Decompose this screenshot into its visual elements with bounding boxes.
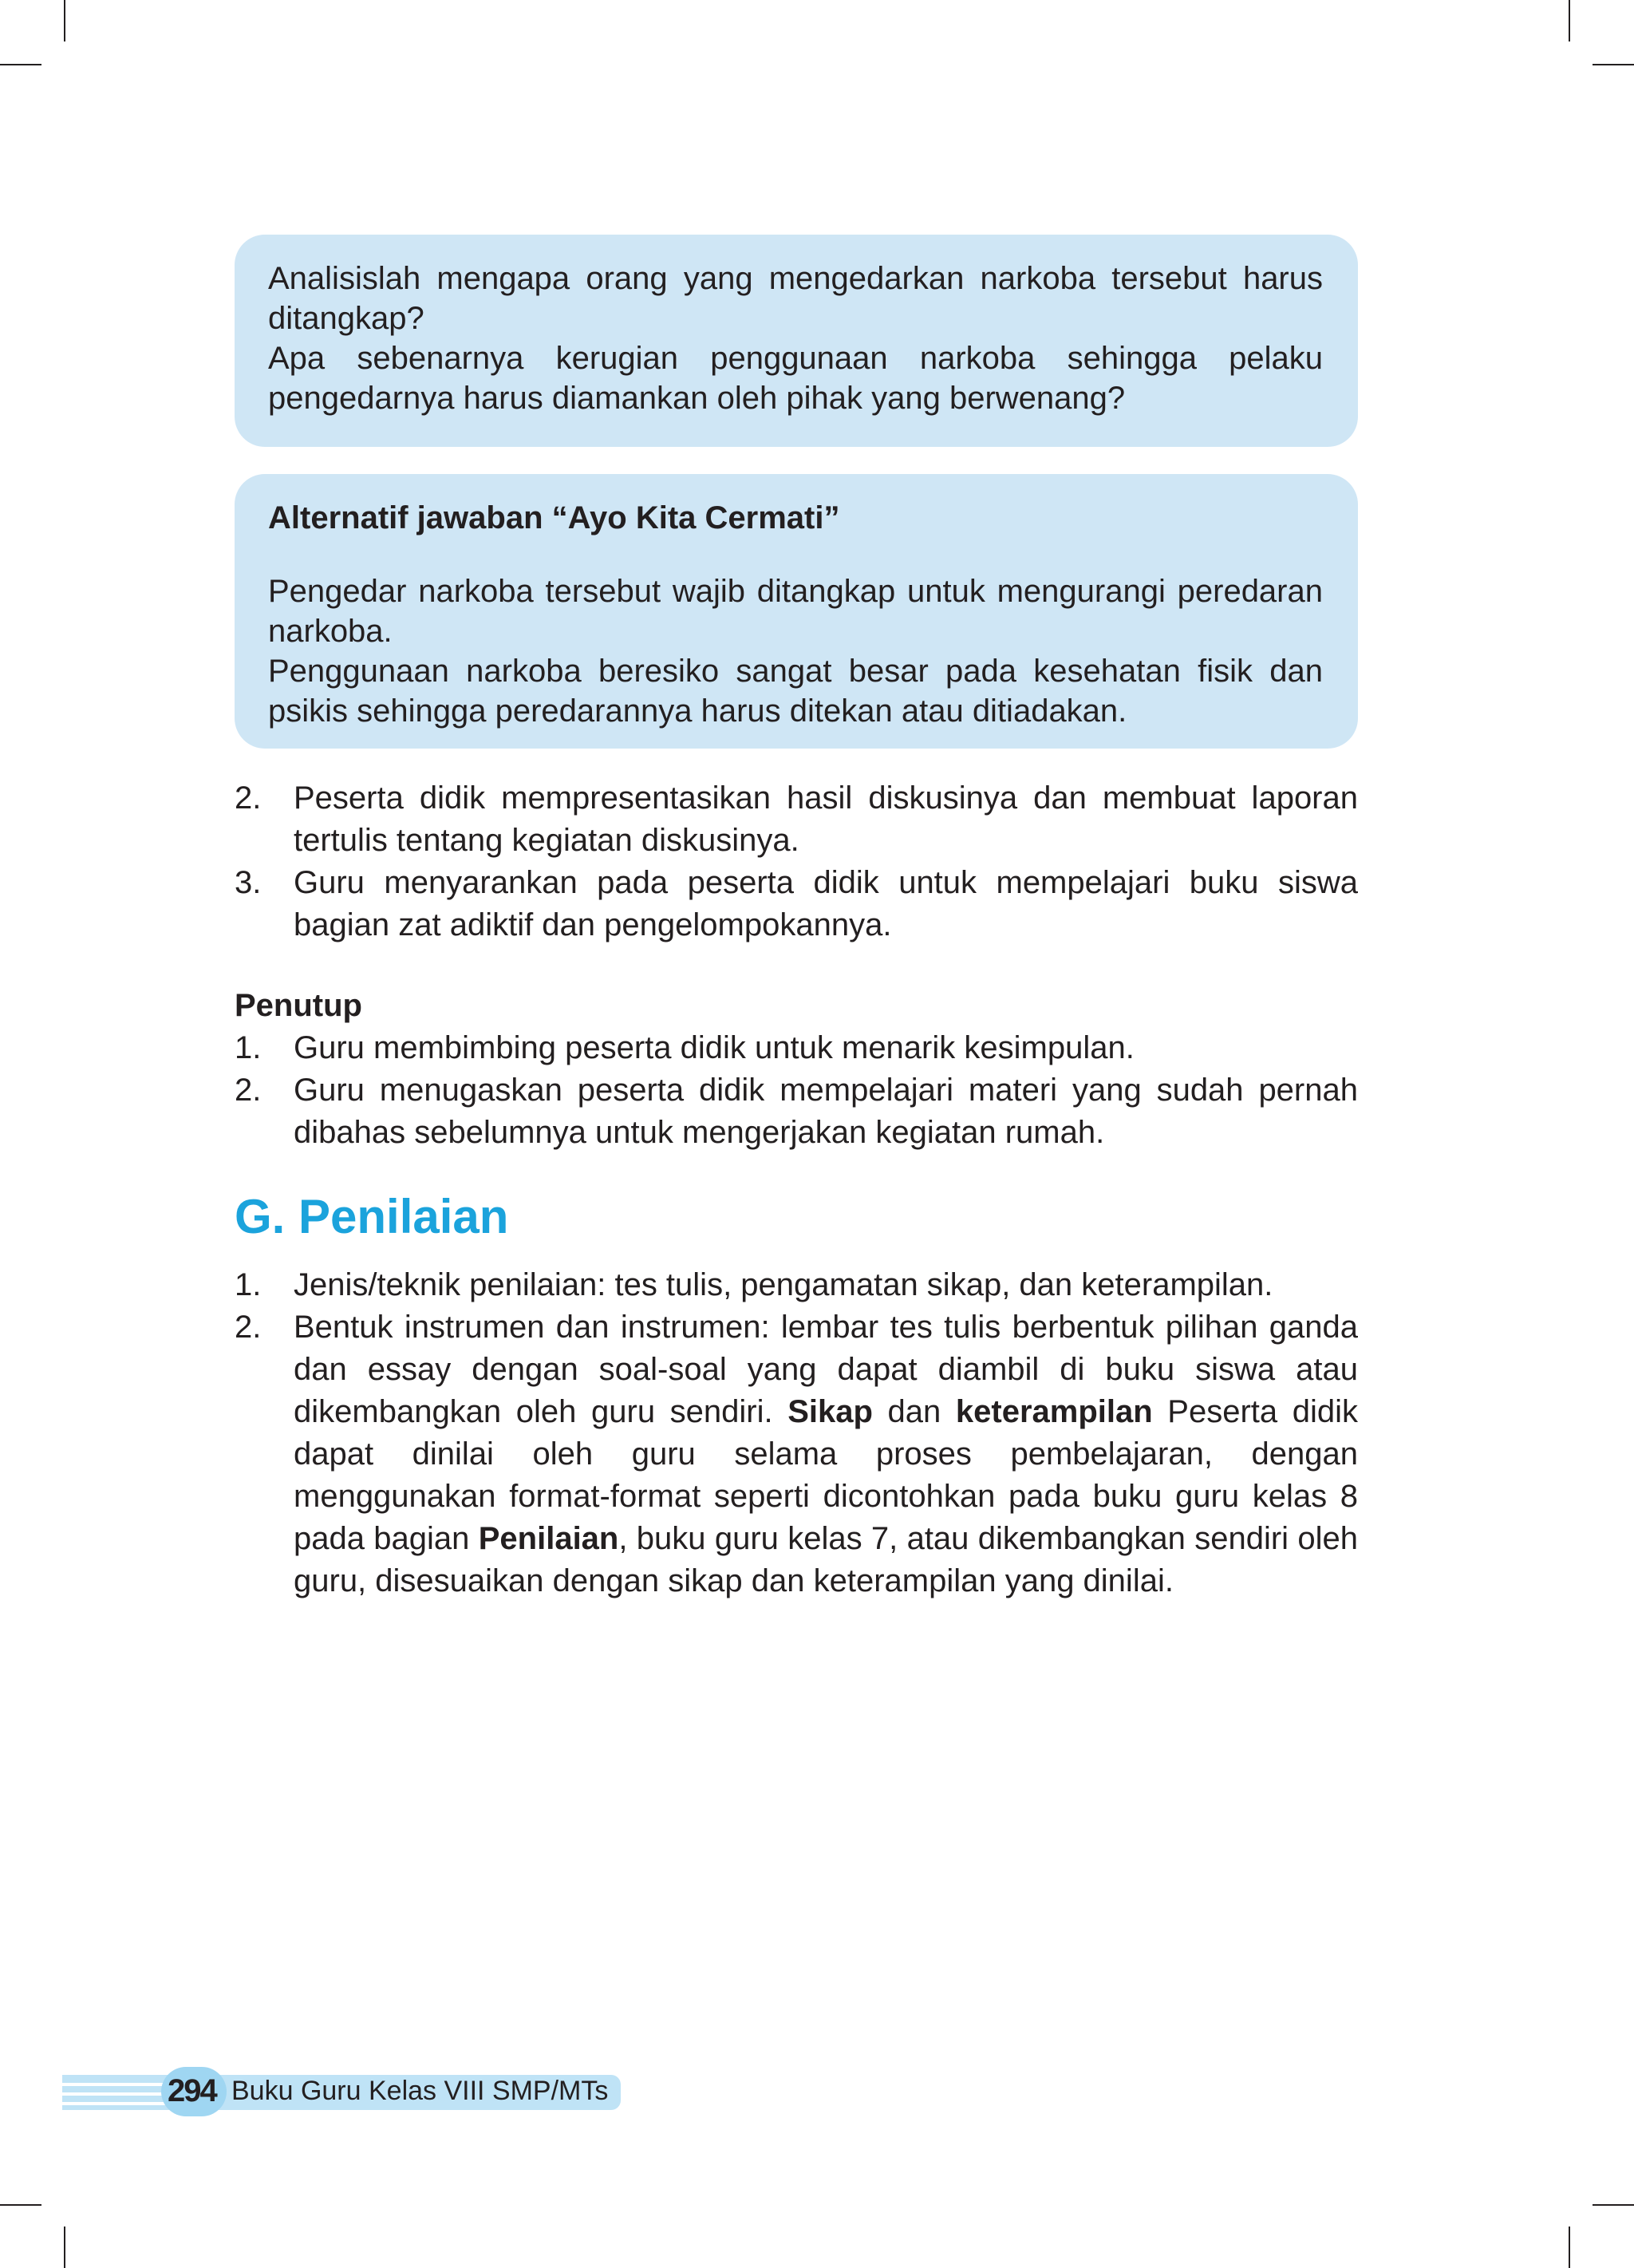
list-item — [235, 777, 1358, 862]
list-text — [294, 1306, 1358, 1602]
answer-line: Penggunaan narkoba beresiko sangat besar pada kesehatan fisik dan psikis sehingga peredarannya harus ditekan atau ditiadakan. — [268, 654, 1323, 729]
answer-box — [235, 474, 1358, 749]
crop-mark — [1569, 2227, 1570, 2268]
list-number: 2. — [235, 780, 262, 816]
list-text: Guru menyarankan pada peserta didik untuk mempelajari buku siswa bagian zat adiktif dan pengelompokannya. — [294, 865, 1358, 942]
text-run: dan — [872, 1394, 956, 1429]
crop-mark — [1569, 0, 1570, 41]
text-run: Bentuk instrumen dan instrumen: lembar tes tulis berbentuk pilihan ganda dan essay dengan soal-soal yang dapat diambil di buku siswa atau dikembangkan oleh guru sendiri. — [294, 1310, 1358, 1429]
crop-mark — [1593, 64, 1634, 65]
list-text: Peserta didik mempresentasikan hasil diskusinya dan membuat laporan tertulis tentang kegiatan diskusinya. — [294, 780, 1358, 858]
text-run: , buku guru kelas 7, atau dikembangkan sendiri oleh guru, disesuaikan dengan sikap dan keterampilan yang dinilai. — [294, 1521, 1358, 1598]
question-line: Apa sebenarnya kerugian penggunaan narkoba sehingga pelaku pengedarnya harus diamankan oleh pihak yang berwenang? — [268, 341, 1323, 416]
section-title: G. Penilaian — [235, 1190, 509, 1243]
main-content — [235, 777, 1358, 1602]
list-number: 2. — [235, 1073, 262, 1108]
book-title: Buku Guru Kelas VIII SMP/MTs — [231, 2076, 609, 2106]
crop-mark — [64, 0, 65, 41]
list-text: Guru menugaskan peserta didik mempelajari materi yang sudah pernah dibahas sebelumnya untuk mengerjakan kegiatan rumah. — [294, 1073, 1358, 1150]
page-number: 294 — [168, 2073, 216, 2108]
list-item — [235, 1306, 1358, 1602]
list-number: 1. — [235, 1030, 262, 1065]
crop-mark — [0, 2204, 41, 2206]
list-number: 1. — [235, 1267, 262, 1302]
list-item — [235, 862, 1358, 946]
list-text: Jenis/teknik penilaian: tes tulis, pengamatan sikap, dan keterampilan. — [294, 1267, 1273, 1302]
question-line: Analisislah mengapa orang yang mengedarkan narkoba tersebut harus ditangkap? — [268, 261, 1323, 336]
answer-line: Pengedar narkoba tersebut wajib ditangkap untuk mengurangi peredaran narkoba. — [268, 574, 1323, 649]
text-run: Peserta didik dapat dinilai oleh guru selama proses pembelajaran, dengan menggunakan format-format seperti dicontohkan pada buku guru kelas 8 pada bagian — [294, 1394, 1358, 1556]
list-item — [235, 1264, 1358, 1306]
penutup-heading: Penutup — [235, 988, 362, 1023]
question-box — [235, 235, 1358, 447]
list-text: Guru membimbing peserta didik untuk menarik kesimpulan. — [294, 1030, 1135, 1065]
answer-heading: Alternatif jawaban “Ayo Kita Cermati” — [268, 500, 840, 535]
bold-term: Penilaian — [478, 1521, 619, 1556]
list-item — [235, 1069, 1358, 1154]
crop-mark — [0, 64, 41, 65]
crop-mark — [64, 2227, 65, 2268]
list-item — [235, 1027, 1358, 1069]
crop-mark — [1593, 2204, 1634, 2206]
bold-term: keterampilan — [955, 1394, 1153, 1429]
bold-term: Sikap — [787, 1394, 873, 1429]
list-number: 2. — [235, 1310, 262, 1345]
list-number: 3. — [235, 865, 262, 900]
